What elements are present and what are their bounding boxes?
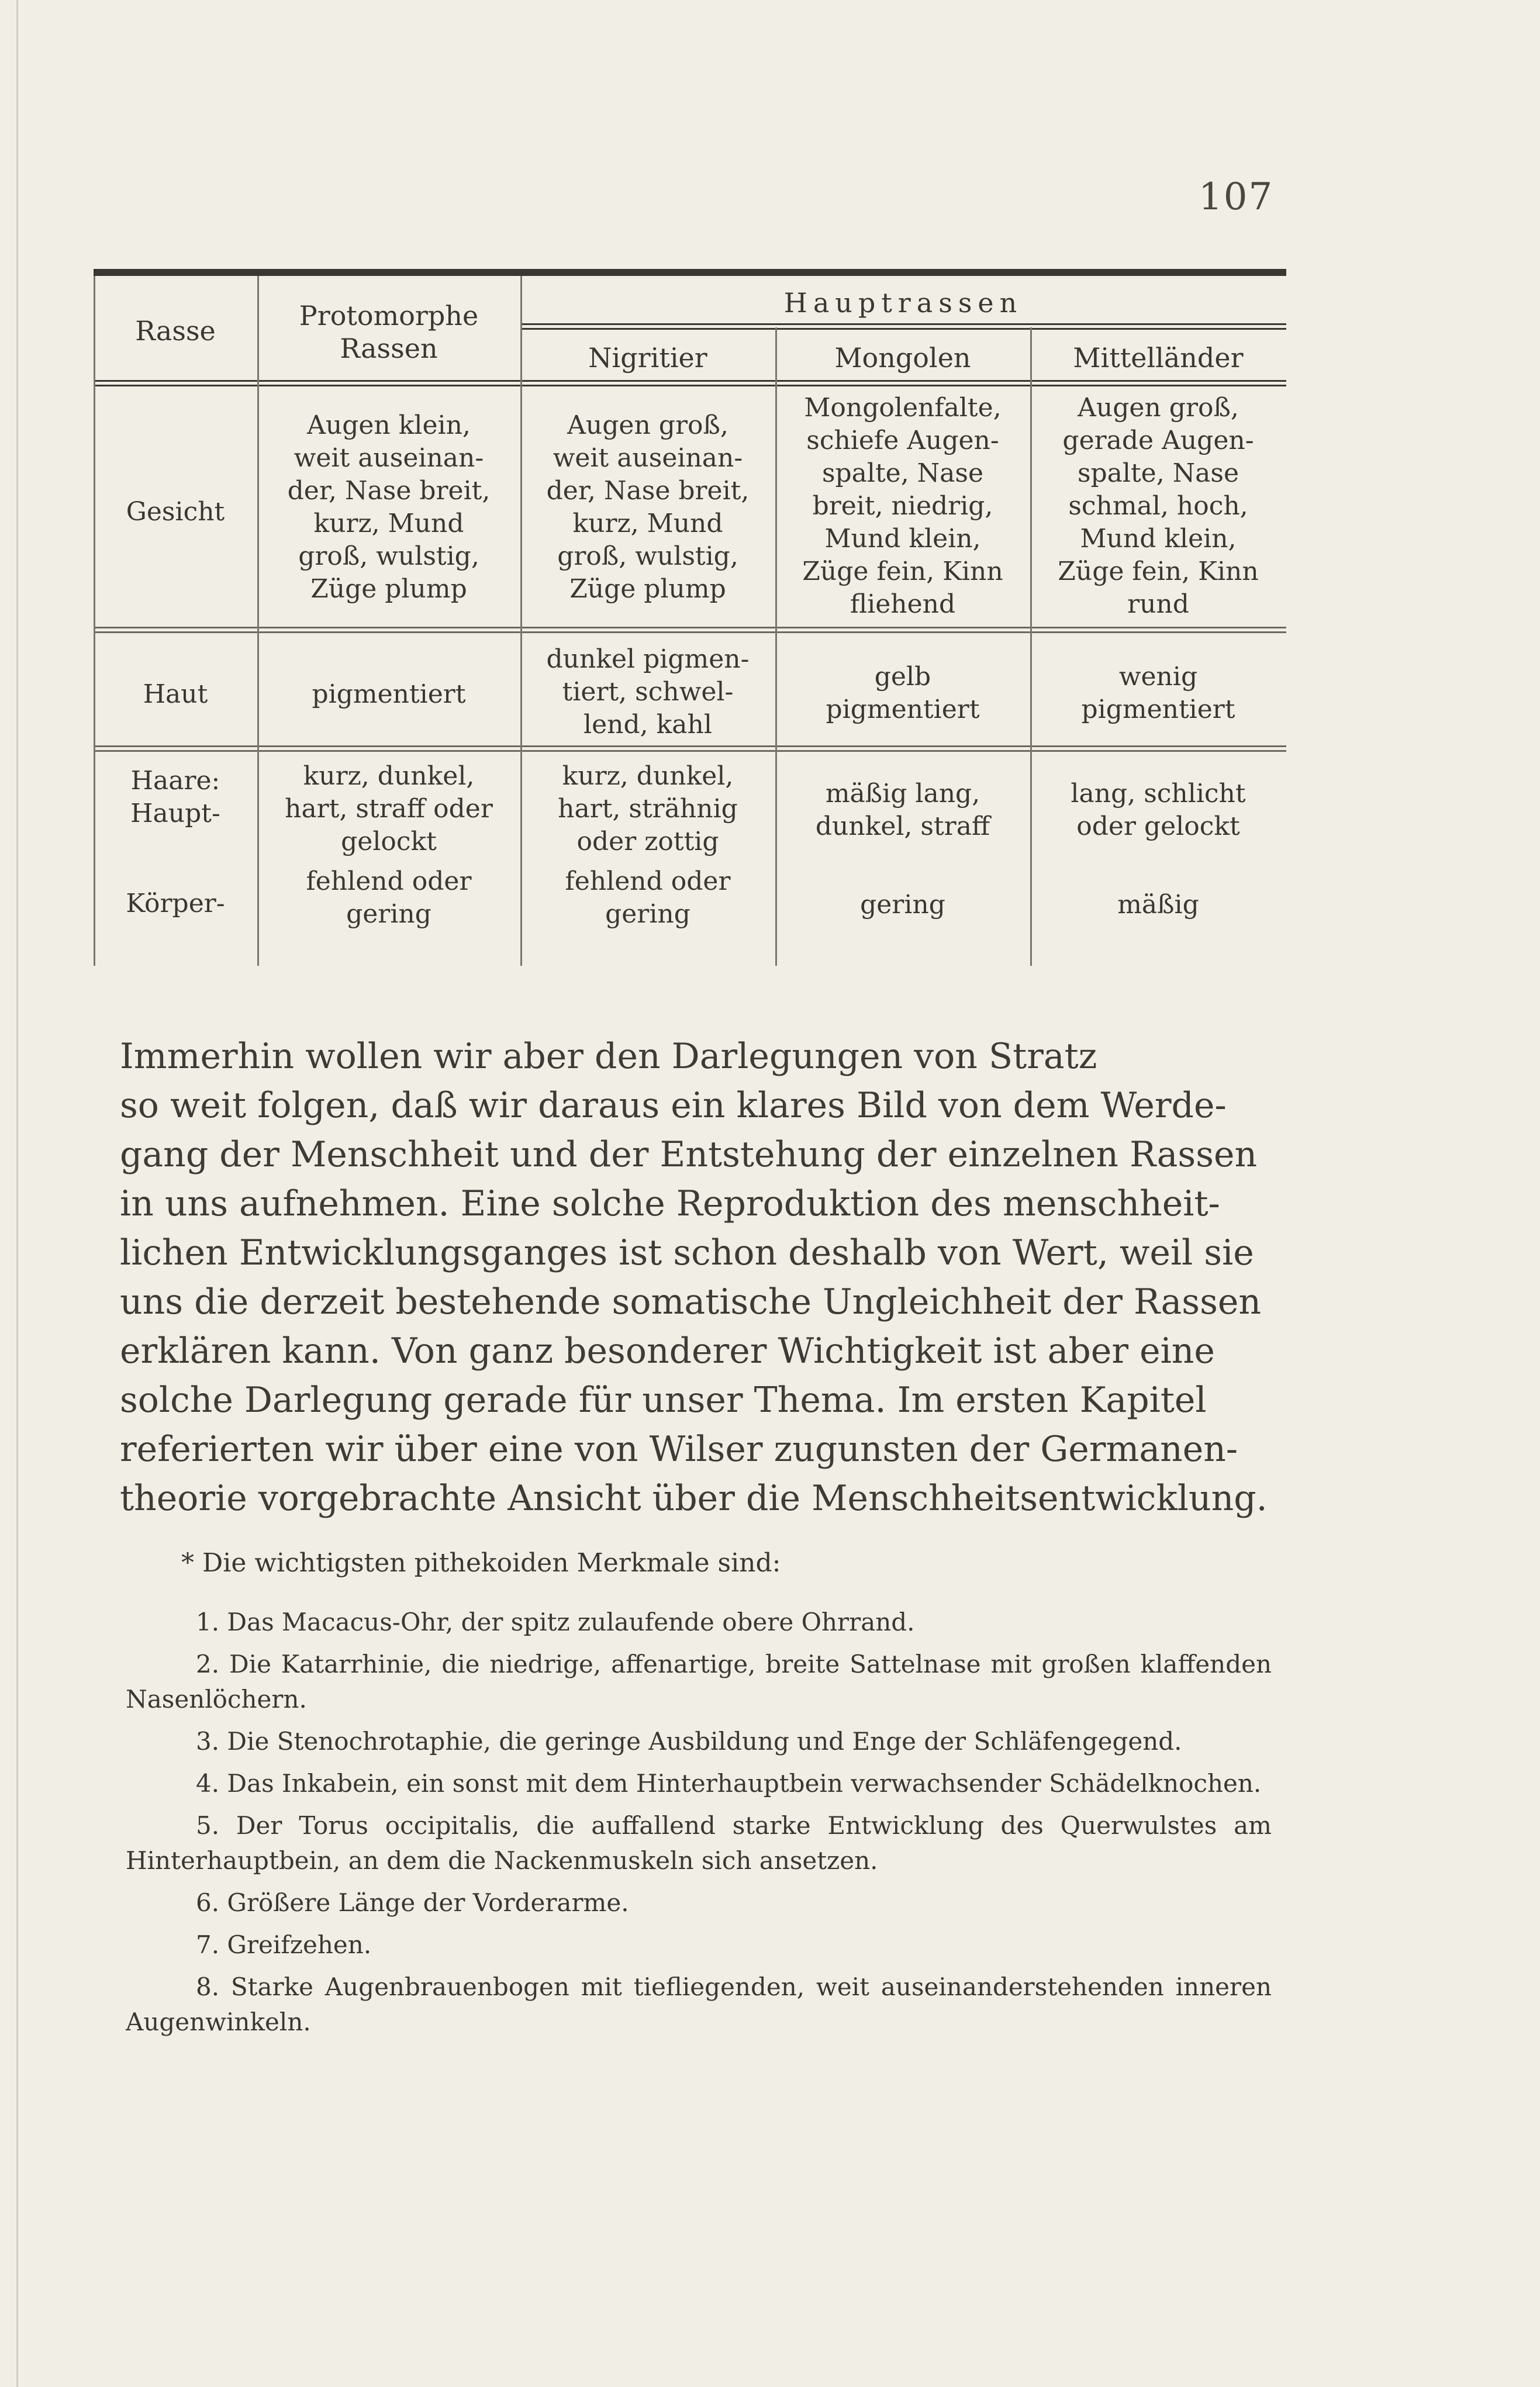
hauptrassen-rule [520,323,1286,325]
header-protomorphe: Protomorphe Rassen [299,300,479,364]
row-label-koerperhaar: Körper- [126,889,225,918]
body-line: referierten wir über eine von Wilser zugunsten der Germanen- [120,1429,1238,1470]
haut-haare-rule [94,745,1286,747]
haupthaar-mittellaender: lang, schlicht oder gelockt [1071,779,1246,841]
header-nigritier: Nigritier [588,342,707,374]
header-hauptrassen: Hauptrassen [783,287,1023,319]
koerperhaar-mongolen: gering [860,890,945,920]
koerperhaar-mittellaender: mäßig [1117,890,1199,920]
footnote-list [126,1605,1272,2047]
body-line: erklären kann. Von ganz besonderer Wichtigkeit ist aber eine [120,1331,1215,1372]
body-line: Immerhin wollen wir aber den Darlegungen von Stratz [120,1036,1097,1077]
gesicht-haut-rule-2 [94,631,1286,633]
haupthaar-mongolen: mäßig lang, dunkel, straff [815,779,990,841]
haupthaar-protomorphe: kurz, dunkel, hart, straff oder gelockt [285,761,493,856]
hauptrassen-rule-2 [520,328,1286,330]
footnote-item: 5. Der Torus occipitalis, die auffallend starke Entwicklung des Querwulstes am Hinterhauptbein, an dem die Nackenmuskeln sich ansetzen. [126,1811,1272,1875]
gesicht-mittellaender: Augen groß, gerade Augen- spalte, Nase schmal, hoch, Mund klein, Züge fein, Kinn rund [1058,393,1259,619]
race-characteristics-table [94,269,1286,970]
row-label-haupthaar: Haupt- [130,799,220,828]
footnote-item: 1. Das Macacus-Ohr, der spitz zulaufende obere Ohrrand. [196,1608,915,1636]
haut-haare-rule-2 [94,750,1286,752]
header-mongolen: Mongolen [834,342,971,374]
haut-nigritier: dunkel pigmen- tiert, schwel- lend, kahl [546,644,750,740]
body-line: uns die derzeit bestehende somatische Ungleichheit der Rassen [120,1281,1262,1322]
body-line: theorie vorgebrachte Ansicht über die Menschheitsentwicklung. [120,1478,1268,1519]
row-label-haare: Haare: [130,766,220,796]
footnote-intro: * Die wichtigsten pithekoiden Merkmale sind: [181,1548,781,1578]
body-line: gang der Menschheit und der Entstehung der einzelnen Rassen [120,1134,1258,1175]
haut-mittellaender: wenig pigmentiert [1081,662,1235,724]
haut-mongolen: gelb pigmentiert [826,662,980,724]
body-line: solche Darlegung gerade für unser Thema. Im ersten Kapitel [120,1380,1207,1421]
footnote-item: 6. Größere Länge der Vorderarme. [196,1888,629,1917]
header-rasse: Rasse [135,315,216,347]
haut-protomorphe: pigmentiert [312,679,466,709]
header-bottom-rule-2 [94,385,1286,386]
row-label-gesicht: Gesicht [126,497,225,527]
footnote-item: 8. Starke Augenbrauenbogen mit tiefliegenden, weit auseinanderstehenden inneren Augenwinkeln. [126,1973,1272,2036]
page-edge [16,0,18,2387]
header-bottom-rule [94,380,1286,382]
gesicht-protomorphe: Augen klein, weit auseinan- der, Nase breit, kurz, Mund groß, wulstig, Züge plump [287,410,491,604]
koerperhaar-protomorphe: fehlend oder gering [306,866,472,929]
body-line: lichen Entwicklungsganges ist schon deshalb von Wert, weil sie [120,1232,1254,1273]
row-label-haut: Haut [143,679,208,709]
footnote-item: 3. Die Stenochrotaphie, die geringe Ausbildung und Enge der Schläfengegend. [196,1727,1182,1756]
page-number: 107 [1199,175,1274,219]
koerperhaar-nigritier: fehlend oder gering [565,866,731,929]
gesicht-mongolen: Mongolenfalte, schiefe Augen- spalte, Nase breit, niedrig, Mund klein, Züge fein, Kinn fliehend [802,393,1003,619]
table-left-border [94,276,95,966]
body-line: so weit folgen, daß wir daraus ein klares Bild von dem Werde- [120,1085,1227,1126]
haupthaar-nigritier: kurz, dunkel, hart, strähnig oder zottig [558,761,738,856]
body-paragraph [120,1032,1277,1523]
gesicht-nigritier: Augen groß, weit auseinan- der, Nase breit, kurz, Mund groß, wulstig, Züge plump [546,410,750,604]
gesicht-haut-rule [94,627,1286,628]
footnote-item: 4. Das Inkabein, ein sonst mit dem Hinterhauptbein verwachsender Schädelknochen. [196,1769,1262,1798]
table-top-rule [94,269,1286,276]
header-mittellaender: Mittelländer [1073,342,1244,374]
footnote-item: 7. Greifzehen. [196,1930,372,1959]
divider-protomorphe [520,276,522,966]
body-line: in uns aufnehmen. Eine solche Reproduktion des menschheit- [120,1183,1220,1224]
divider-rasse [257,276,259,966]
footnote-item: 2. Die Katarrhinie, die niedrige, affenartige, breite Sattelnase mit großen klaffenden Nasenlöchern. [126,1650,1272,1714]
